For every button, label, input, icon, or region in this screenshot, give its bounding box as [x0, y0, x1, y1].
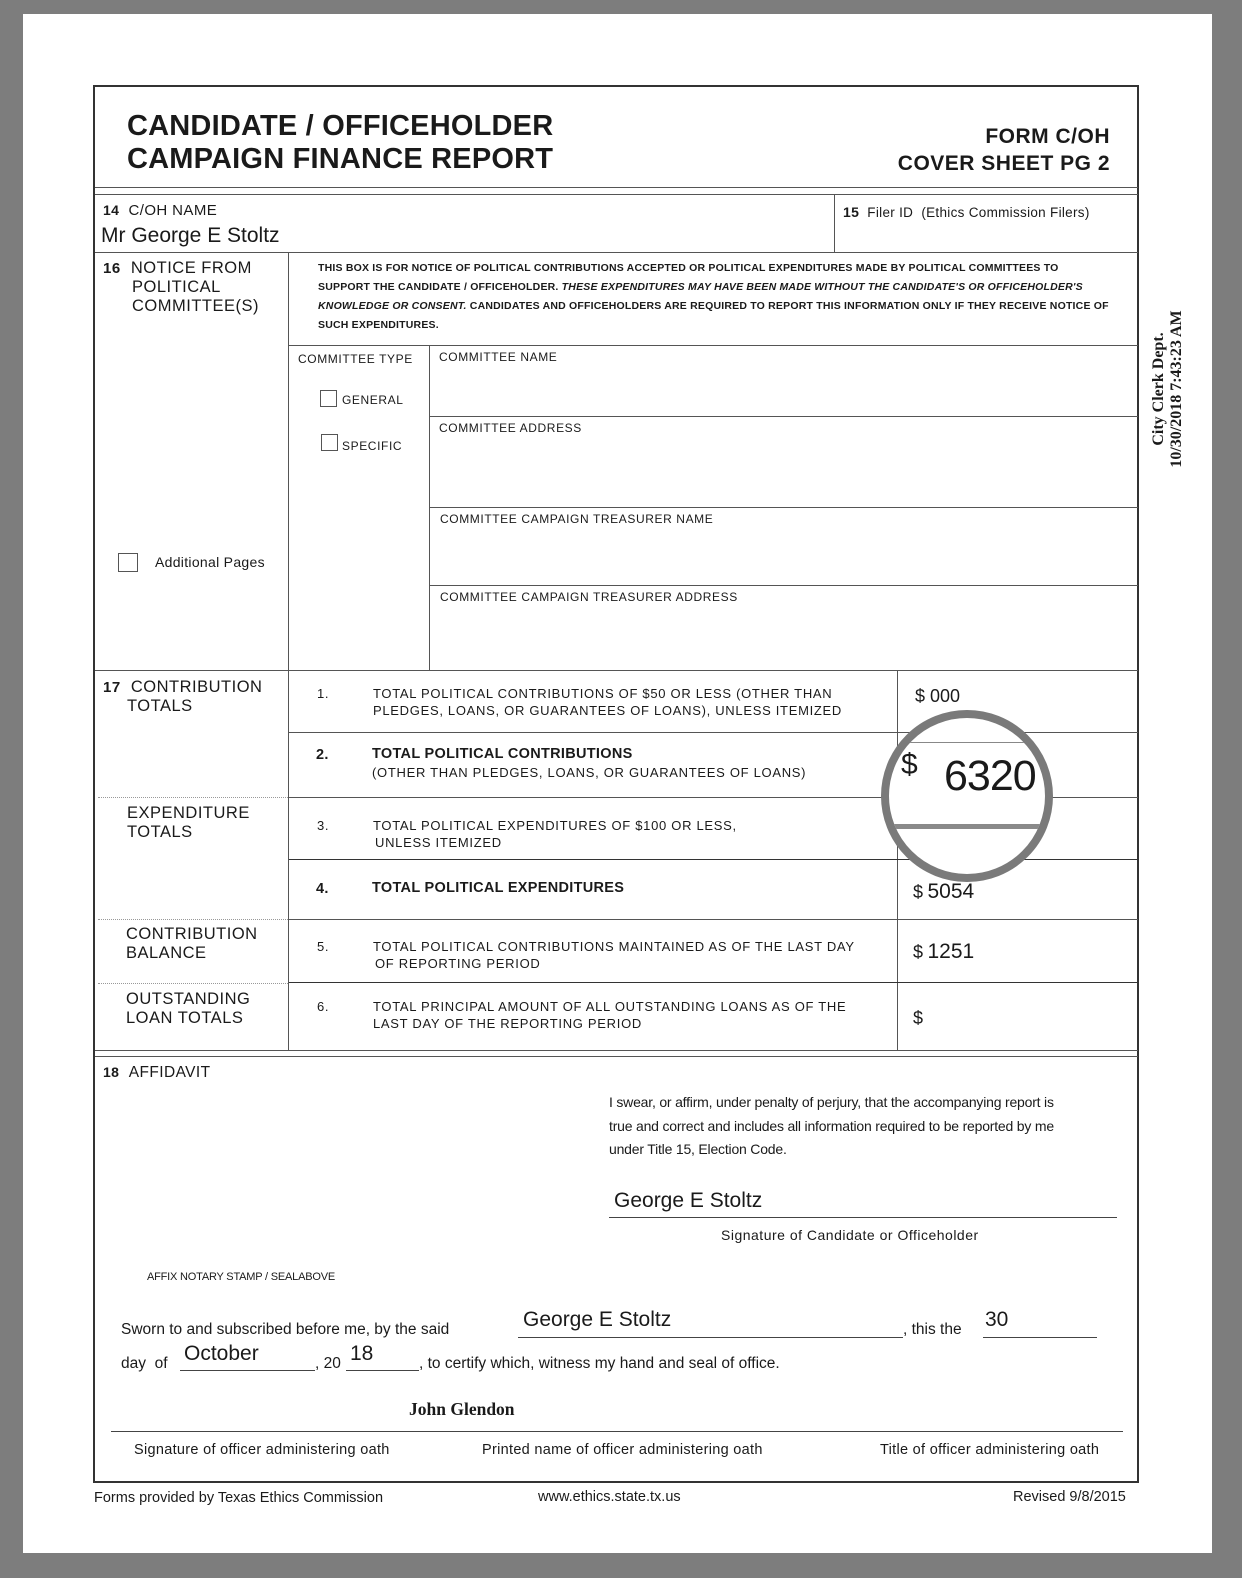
row-5-amount[interactable]: $ 1251 [913, 940, 975, 963]
committee-name-field[interactable] [435, 366, 1135, 414]
magnifier-currency: $ [901, 748, 918, 781]
row-3-number: 3. [317, 818, 330, 833]
form-title [127, 110, 553, 176]
oath-statement: I swear, or affirm, under penalty of perjury, that the accompanying report is true and correct and includes all information required to be reported by me under Title 15, Election Code. [609, 1094, 1054, 1157]
additional-pages-checkbox[interactable] [118, 553, 138, 572]
row-1-number: 1. [317, 686, 330, 701]
year-field[interactable]: 18 [350, 1342, 374, 1365]
specific-checkbox[interactable] [321, 434, 338, 451]
treasurer-address-label: COMMITTEE CAMPAIGN TREASURER ADDRESS [440, 590, 738, 604]
title-line-1: CANDIDATE / OFFICEHOLDER [127, 110, 554, 142]
row-2-number: 2. [316, 747, 329, 763]
contribution-totals-label: 17 CONTRIBUTION TOTALS [103, 678, 263, 715]
month-field[interactable]: October [184, 1342, 259, 1365]
section-16-notice: THIS BOX IS FOR NOTICE OF POLITICAL CONTRIBUTIONS ACCEPTED OR POLITICAL EXPENDITURES MADE BY POLITICAL COMMITTEES TO SUPPORT THE CANDIDATE / OFFICEHOLDER. THESE EXPENDITURES MAY HAVE BEEN MADE WITHOUT THE CANDIDATE'S OR OFFICEHOLDER'S KNOWLEDGE OR CONSENT. CANDIDATES AND OFFICEHOLDERS ARE REQUIRED TO REPORT THIS INFORMATION ONLY IF THEY RECEIVE NOTICE OF SUCH EXPENDITURES. [318, 262, 1109, 331]
form-id-line-1: FORM C/OH [985, 125, 1110, 148]
sworn-prefix: Sworn to and subscribed before me, by the said [121, 1321, 450, 1338]
row-5-number: 5. [317, 939, 330, 954]
footer-revised: Revised 9/8/2015 [1013, 1489, 1126, 1505]
row-3-description: TOTAL POLITICAL EXPENDITURES OF $100 OR LESS, UNLESS ITEMIZED [373, 818, 737, 850]
treasurer-name-field[interactable] [435, 529, 1135, 583]
filing-stamp [1150, 294, 1186, 484]
section-18-label: 18 AFFIDAVIT [103, 1064, 211, 1081]
row-6-description: TOTAL PRINCIPAL AMOUNT OF ALL OUTSTANDING LOANS AS OF THE LAST DAY OF THE REPORTING PERIOD [373, 999, 847, 1031]
officer-signature-caption: Signature of officer administering oath [134, 1442, 390, 1458]
row-6-number: 6. [317, 999, 330, 1014]
sworn-name-field[interactable]: George E Stoltz [523, 1308, 672, 1331]
committee-type-label: COMMITTEE TYPE [298, 352, 413, 366]
treasurer-address-field[interactable] [435, 607, 1135, 667]
officer-printed-name[interactable]: John Glendon [409, 1399, 515, 1419]
outstanding-loan-totals-label: OUTSTANDING LOAN TOTALS [126, 990, 251, 1027]
row-1-description: TOTAL POLITICAL CONTRIBUTIONS OF $50 OR LESS (OTHER THAN PLEDGES, LOANS, OR GUARANTEES OF LOANS), UNLESS ITEMIZED [373, 686, 843, 718]
row-2-description: TOTAL POLITICAL CONTRIBUTIONS (OTHER THAN PLEDGES, LOANS, OR GUARANTEES OF LOANS) [372, 746, 807, 780]
additional-pages-label: Additional Pages [155, 554, 265, 570]
footer-website[interactable]: www.ethics.state.tx.us [538, 1489, 681, 1505]
document-page [23, 14, 1212, 1553]
form-id-line-2: COVER SHEET PG 2 [897, 152, 1110, 175]
committee-address-label: COMMITTEE ADDRESS [439, 421, 582, 435]
this-the-text: , this the [903, 1321, 962, 1338]
general-label: GENERAL [342, 393, 404, 407]
section-14-label: 14 C/OH NAME [103, 202, 218, 219]
magnifier-lens [881, 710, 1053, 882]
section-16-label: 16 NOTICE FROM POLITICAL COMMITTEE(S) [103, 259, 259, 315]
magnifier-amount: 6320 [944, 752, 1036, 800]
footer-provider: Forms provided by Texas Ethics Commission [94, 1490, 384, 1506]
row-1-amount[interactable]: $ 000 [915, 686, 961, 706]
title-line-2: CAMPAIGN FINANCE REPORT [127, 143, 554, 175]
day-field[interactable]: 30 [985, 1308, 1009, 1331]
form-id [803, 123, 1110, 177]
filing-stamp-dept: City Clerk Dept. [1150, 332, 1167, 446]
contribution-balance-label: CONTRIBUTION BALANCE [126, 925, 258, 962]
expenditure-totals-label: EXPENDITURE TOTALS [127, 804, 250, 841]
specific-label: SPECIFIC [342, 439, 403, 453]
notary-stamp-note: AFFIX NOTARY STAMP / SEALABOVE [147, 1271, 335, 1283]
filing-stamp-datetime: 10/30/2018 7:43:23 AM [1168, 310, 1185, 468]
certify-text: , to certify which, witness my hand and seal of office. [419, 1355, 780, 1372]
row-5-description: TOTAL POLITICAL CONTRIBUTIONS MAINTAINED AS OF THE LAST DAY OF REPORTING PERIOD [373, 939, 855, 971]
treasurer-name-label: COMMITTEE CAMPAIGN TREASURER NAME [440, 512, 714, 526]
candidate-signature-caption: Signature of Candidate or Officeholder [721, 1227, 979, 1243]
committee-address-field[interactable] [435, 438, 1135, 506]
candidate-signature-field[interactable]: George E Stoltz [614, 1189, 763, 1212]
coh-name-field[interactable]: Mr George E Stoltz [101, 224, 280, 247]
row-4-description: TOTAL POLITICAL EXPENDITURES [372, 880, 625, 896]
day-of-text: day of [121, 1355, 168, 1372]
general-checkbox[interactable] [320, 390, 337, 407]
row-4-amount[interactable]: $ 5054 [913, 880, 975, 903]
officer-title-caption: Title of officer administering oath [880, 1442, 1100, 1458]
section-15-label: 15 Filer ID (Ethics Commission Filers) [843, 204, 1090, 220]
officer-printed-caption: Printed name of officer administering oath [482, 1442, 763, 1458]
year-prefix: , 20 [315, 1355, 341, 1372]
row-6-amount[interactable]: $ [913, 1008, 924, 1028]
filer-id-field[interactable] [843, 224, 1133, 250]
row-4-number: 4. [316, 881, 329, 897]
committee-name-label: COMMITTEE NAME [439, 350, 558, 364]
